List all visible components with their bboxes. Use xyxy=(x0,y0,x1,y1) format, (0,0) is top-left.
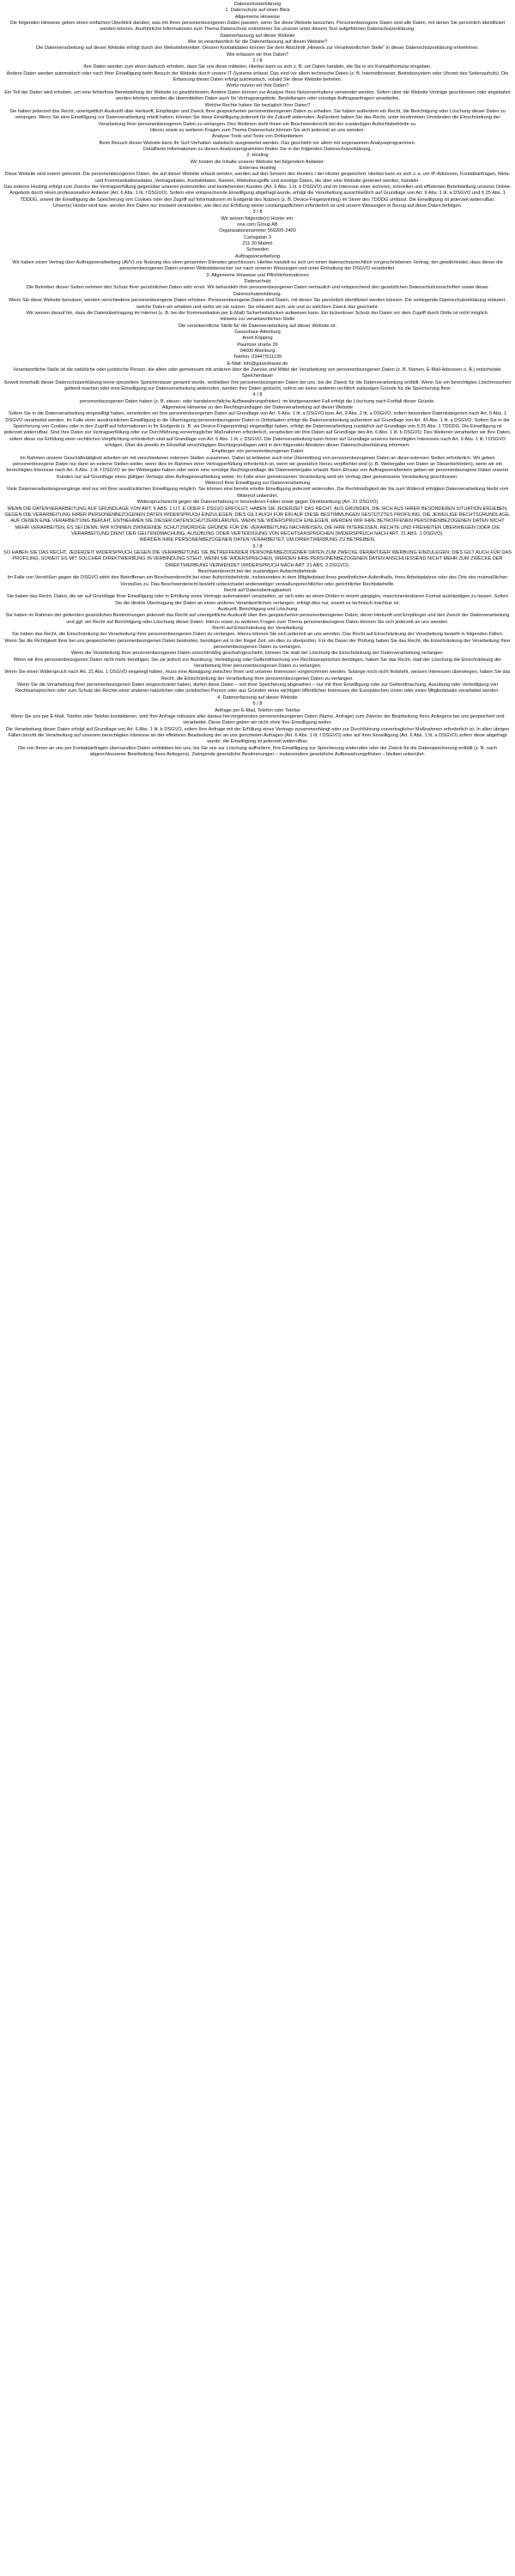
paragraph: Sie haben im Rahmen der geltenden gesetzlichen Bestimmungen jederzeit das Recht auf unentgeltliche Auskunft über Ihre gespeicherten personenbezogenen Daten, deren Herkunft und Empfänger und den Zweck der Datenverarbeitung und ggf. ein Recht auf Berichtigung oder Löschung dieser Daten. Hierzu sowie zu weiteren Fragen zum Thema personenbezogene Daten können Sie sich jederzeit an uns wenden. xyxy=(5,613,510,625)
section-heading: Datenerfassung auf dieser Website xyxy=(220,33,295,39)
section-heading: Auftragsverarbeitung xyxy=(235,253,280,259)
paragraph: Soweit innerhalb dieser Datenschutzerklärung keine speziellere Speicherdauer genannt wurde, verbleiben Ihre personenbezogenen Daten bei uns, bis der Zweck für die Datenverarbeitung entfällt. Wenn Sie ein berechtigtes Löschersuchen geltend machen oder eine Einwilligung zur Datenverarbeitung widerrufen, werden Ihre Daten gelöscht, sofern wir keine anderen rechtlich zulässigen Gründe für die Speicherung Ihrer xyxy=(3,379,512,391)
paragraph: Andere Daten werden automatisch oder nach Ihrer Einwilligung beim Besuch der Website durch unsere IT-Systeme erfasst. Das sind vor allem technische Daten (z. B. Internetbrowser, Betriebssystem oder Uhrzeit des Seitenaufrufs). Die Erfassung dieser Daten erfolgt automatisch, sobald Sie diese Website betreten. xyxy=(6,70,509,83)
page-number: 3 / 8 xyxy=(252,209,263,215)
paragraph: Wenn Sie diese Website benutzen, werden verschiedene personenbezogene Daten erhoben. Personenbezogene Daten sind Daten, mit denen Sie persönlich identifiziert werden können. Die vorliegende Datenschutzerklärung erläutert, welche Daten wir erheben und wofür wir sie nutzen. Sie erläutert auch, wie und zu welchem Zweck das geschieht. xyxy=(8,298,507,310)
paragraph: Hierzu sowie zu weiteren Fragen zum Thema Datenschutz können Sie sich jederzeit an uns wenden. xyxy=(150,127,365,133)
paragraph: Organisationsnummer 559205-2400 xyxy=(219,228,296,234)
section-heading: Anfrage per E-Mail, Telefon oder Telefax xyxy=(215,707,300,713)
section-heading: Datenschutzerklärung xyxy=(233,2,282,7)
section-heading: Welche Rechte haben Sie bezüglich Ihrer Daten? xyxy=(204,102,311,108)
paragraph: one.com Group AB xyxy=(237,222,278,228)
section-heading: Recht auf Datenübertragbarkeit xyxy=(223,587,292,593)
paragraph: Diese Website wird extern gehostet. Die personenbezogenen Daten, die auf dieser Website erfasst werden, werden auf den Servern des Hosters / der Hoster gespeichert. Hierbei kann es sich v. a. um IP-Adressen, Kontaktanfragen, Meta- und Kommunikationsdaten, Vertragsdaten, Kontaktdaten, Namen, Websitezugriffe und sonstige Daten, die über eine Website generiert werden, handeln. xyxy=(4,172,511,184)
paragraph: Wenn Sie uns per E-Mail, Telefon oder Telefax kontaktieren, wird Ihre Anfrage inklusive aller daraus hervorgehenden personenbezogenen Daten (Name, Anfrage) zum Zwecke der Bearbeitung Ihres Anliegens bei uns gespeichert und verarbeitet. Diese Daten geben wir nicht ohne Ihre Einwilligung weiter. xyxy=(10,713,505,726)
paragraph: Viele Datenverarbeitungsvorgänge sind nur mit Ihrer ausdrücklichen Einwilligung möglich. Sie können eine bereits erteilte Einwilligung jederzeit widerrufen. Die Rechtmäßigkeit der bis zum Widerruf erfolgten Datenverarbeitung bleibt vom Widerruf unberührt. xyxy=(6,487,509,499)
paragraph: Anett Köpping xyxy=(242,336,273,342)
paragraph: Sofern Sie in die Datenverarbeitung eingewilligt haben, verarbeiten wir Ihre personenbezogenen Daten auf Grundlage von Art. 6 Abs. 1 lit. a DSGVO bzw. Art. 9 Abs. 2 lit. a DSGVO, sofern besondere Datenkategorien nach Art. 9 Abs. 1 DSGVO verarbeitet werden. Im Falle einer ausdrücklichen Einwilligung in die Übertragung personenbezogener Daten in Drittstaaten erfolgt die Datenverarbeitung außerdem auf Grundlage von Art. 49 Abs. 1 lit. a DSGVO. Sofern Sie in die Speicherung von Cookies oder in den Zugriff auf Informationen in Ihr Endgerät (z. B. via Device-Fingerprinting) eingewilligt haben, erfolgt die Datenverarbeitung zusätzlich auf Grundlage von § 25 Abs. 1 TDDDG. Die Einwilligung ist jederzeit widerrufbar. Sind Ihre Daten zur Vertragserfüllung oder zur Durchführung vorvertraglicher Maßnahmen erforderlich, verarbeiten wir Ihre Daten auf Grundlage des Art. 6 Abs. 1 lit. b DSGVO. Des Weiteren verarbeiten wir Ihre Daten, sofern diese zur Erfüllung einer rechtlichen Verpflichtung erforderlich sind auf Grundlage von Art. 6 Abs. 1 lit. c DSGVO. Die Datenverarbeitung kann ferner auf Grundlage unseres berechtigten Interesses nach Art. 6 Abs. 1 lit. f DSGVO erfolgen. Über die jeweils im Einzelfall einschlägigen Rechtsgrundlagen wird in den folgenden Absätzen dieser Datenschutzerklärung informiert. xyxy=(3,411,512,449)
paragraph: 211 20 Malmö xyxy=(242,241,273,247)
paragraph: Im Falle von Verstößen gegen die DSGVO steht den Betroffenen ein Beschwerderecht bei einer Aufsichtsbehörde, insbesondere in dem Mitgliedstaat ihres gewöhnlichen Aufenthalts, ihres Arbeitsplatzes oder des Orts des mutmaßlichen Verstoßes zu. Das Beschwerderecht besteht unbeschadet anderweitiger verwaltungsrechtlicher oder gerichtlicher Rechtsbehelfe. xyxy=(7,575,508,587)
paragraph: personenbezogenen Daten haben (z. B. steuer- oder handelsrechtliche Aufbewahrungsfristen); im letztgenannten Fall erfolgt die Löschung nach Fortfall dieser Gründe. xyxy=(80,398,435,404)
paragraph: Pauritzer straße 39 xyxy=(237,342,278,348)
paragraph: Telefon: 03447/511139 xyxy=(233,355,282,361)
paragraph: Sie haben das Recht, die Einschränkung der Verarbeitung Ihrer personenbezogenen Daten zu verlangen. Hierzu können Sie sich jederzeit an uns wenden. Das Recht auf Einschränkung der Verarbeitung besteht in folgenden Fällen: xyxy=(11,632,504,638)
paragraph: Ihre Daten werden zum einen dadurch erhoben, dass Sie uns diese mitteilen. Hierbei kann es sich z. B. um Daten handeln, die Sie in ein Kontaktformular eingeben. xyxy=(83,64,432,70)
section-heading: Wer ist verantwortlich für die Datenerfassung auf dieser Website? xyxy=(187,39,328,45)
paragraph: Die Datenverarbeitung auf dieser Website erfolgt durch den Websitebetreiber. Dessen Kontaktdaten können Sie dem Abschnitt „Hinweis zur Verantwortlichen Stelle“ in dieser Datenschutzerklärung entnehmen. xyxy=(36,45,479,52)
section-heading: Auskunft, Berichtigung und Löschung xyxy=(217,607,298,612)
page-number: 5 / 8 xyxy=(252,543,263,549)
paragraph: Wenn wir Ihre personenbezogenen Daten nicht mehr benötigen, Sie sie jedoch zur Ausübung, Verteidigung oder Geltendmachung von Rechtsansprüchen benötigen, haben Sie das Recht, statt der Löschung die Einschränkung der Verarbeitung Ihrer personenbezogenen Daten zu verlangen. xyxy=(13,657,502,670)
section-heading: 2. Hosting xyxy=(246,153,269,159)
paragraph: Wir hosten die Inhalte unserer Website bei folgendem Anbieter: xyxy=(190,159,325,165)
section-heading: Allgemeine Hinweise xyxy=(235,14,280,20)
section-heading: Analyse-Tools und Tools von Drittanbietern xyxy=(212,134,303,140)
section-heading: Hinweis zur verantwortlichen Stelle xyxy=(220,317,295,323)
paragraph: Die Verarbeitung dieser Daten erfolgt auf Grundlage von Art. 6 Abs. 1 lit. b DSGVO, sofern Ihre Anfrage mit der Erfüllung eines Vertrags zusammenhängt oder zur Durchführung vorvertraglicher Maßnahmen erforderlich ist. In allen übrigen Fällen beruht die Verarbeitung auf unserem berechtigten Interesse an der effektiven Bearbeitung der an uns gerichteten Anfragen (Art. 6 Abs. 1 lit. f DSGVO) oder auf Ihrer Einwilligung (Art. 6 Abs. 1 lit. a DSGVO) sofern diese abgefragt wurde; die Einwilligung ist jederzeit widerrufbar. xyxy=(5,726,510,745)
paragraph: Unser(e) Hoster wird bzw. werden Ihre Daten nur insoweit verarbeiten, wie dies zur Erfüllung seiner Leistungspflichten erforderlich ist und unsere Weisungen in Bezug auf diese Daten befolgen. xyxy=(52,203,463,209)
section-heading: Speicherdauer xyxy=(241,373,274,379)
paragraph: Wenn Sie die Verarbeitung Ihrer personenbezogenen Daten eingeschränkt haben, dürfen diese Daten – von ihrer Speicherung abgesehen – nur mit Ihrer Einwilligung oder zur Geltendmachung, Ausübung oder Verteidigung von Rechtsansprüchen oder zum Schutz der Rechte einer anderen natürlichen oder juristischen Person oder aus Gründen eines wichtigen öffentlichen Interesses der Europäischen Union oder eines Mitgliedstaats verarbeitet werden. xyxy=(15,682,500,694)
paragraph: Carlsgatan 3 xyxy=(244,234,271,240)
paragraph: Im Rahmen unserer Geschäftstätigkeit arbeiten wir mit verschiedenen externen Stellen zusammen. Dabei ist teilweise auch eine Übermittlung von personenbezogenen Daten an diese externen Stellen erforderlich. Wir geben personenbezogene Daten nur dann an externe Stellen weiter, wenn dies im Rahmen einer Vertragserfüllung erforderlich ist, wenn wir gesetzlich hierzu verpflichtet sind (z. B. Weitergabe von Daten an Steuerbehörden), wenn wir ein berechtigtes Interesse nach Art. 6 Abs. 1 lit. f DSGVO an der Weitergabe haben oder wenn eine sonstige Rechtsgrundlage die Datenweitergabe erlaubt. Beim Einsatz von Auftragsverarbeitern geben wir personenbezogene Daten unserer Kunden nur auf Grundlage eines gültigen Vertrags über Auftragsverarbeitung weiter. Im Falle einer gemeinsamen Verarbeitung wird ein Vertrag über gemeinsame Verarbeitung geschlossen. xyxy=(6,455,509,480)
section-heading: Wofür nutzen wir Ihre Daten? xyxy=(226,83,289,89)
section-heading: Externes Hosting xyxy=(239,165,276,171)
paragraph: Wir setzen folgende(n) Hoster ein: xyxy=(221,215,294,221)
paragraph: Verantwortliche Stelle ist die natürliche oder juristische Person, die allein oder gemeinsam mit anderen über die Zwecke und Mittel der Verarbeitung von personenbezogenen Daten (z. B. Namen, E-Mail-Adressen o. Ä.) entscheidet. xyxy=(13,367,502,373)
page-number: 2 / 8 xyxy=(252,58,263,64)
section-heading: 3. Allgemeine Hinweise und Pflichtinformationen xyxy=(206,272,309,278)
paragraph: Die folgenden Hinweise geben einen einfachen Überblick darüber, was mit Ihren personenbezogenen Daten passiert, wenn Sie diese Website besuchen. Personenbezogene Daten sind alle Daten, mit denen Sie persönlich identifiziert werden können. Ausführliche Informationen zum Thema Datenschutz entnehmen Sie unserer unter diesem Text aufgeführten Datenschutzerklärung. xyxy=(9,21,506,33)
paragraph: E-Mail: info@gasenhauer.de xyxy=(227,361,288,367)
paragraph: Ein Teil der Daten wird erhoben, um eine fehlerfreie Bereitstellung der Website zu gewährleisten. Andere Daten können zur Analyse Ihres Nutzerverhaltens verwendet werden. Sofern über die Website Verträge geschlossen oder angebahnt werden können, werden die übermittelten Daten auch für Vertragsangebote, Bestellungen oder sonstige Auftragsanfragen verarbeitet. xyxy=(4,89,511,102)
section-heading: Recht auf Einschränkung der Verarbeitung xyxy=(212,626,303,632)
paragraph: Sie haben das Recht, Daten, die wir auf Grundlage Ihrer Einwilligung oder in Erfüllung eines Vertrags automatisiert verarbeiten, an sich oder an einen Dritten in einem gängigen, maschinenlesbaren Format aushändigen zu lassen. Sofern Sie die direkte Übertragung der Daten an einen anderen Verantwortlichen verlangen, erfolgt dies nur, soweit es technisch machbar ist. xyxy=(6,594,509,606)
uppercase-paragraph: WERDEN IHRE PERSONENBEZOGENEN DATEN VERARBEITET, UM DIREKTWERBUNG ZU BETREIBEN, xyxy=(139,537,376,543)
page-number: 6 / 8 xyxy=(252,701,263,707)
section-heading: Beschwerderecht bei der zuständigen Aufsichtsbehörde xyxy=(197,568,318,574)
paragraph: Wenn Sie die Richtigkeit Ihrer bei uns gespeicherten personenbezogenen Daten bestreiten, benötigen wir in der Regel Zeit, um dies zu überprüfen. Für die Dauer der Prüfung haben Sie das Recht, die Einschränkung der Verarbeitung Ihrer personenbezogenen Daten zu verlangen. xyxy=(4,638,511,651)
paragraph: Detaillierte Informationen zu diesen Analyseprogrammen finden Sie in der folgenden Datenschutzerklärung. xyxy=(142,146,373,152)
section-heading: Datenschutz xyxy=(244,279,271,285)
section-heading: 4. Datenerfassung auf dieser Website xyxy=(217,694,298,700)
privacy-policy-document xyxy=(0,0,515,758)
paragraph: Das externe Hosting erfolgt zum Zwecke der Vertragserfüllung gegenüber unseren potenziellen und bestehenden Kunden (Art. 6 Abs. 1 lit. b DSGVO) und im Interesse einer sicheren, schnellen und effizienten Bereitstellung unseres Online-Angebots durch einen professionellen Anbieter (Art. 6 Abs. 1 lit. f DSGVO). Sofern eine entsprechende Einwilligung abgefragt wurde, erfolgt die Verarbeitung ausschließlich auf Grundlage von Art. 6 Abs. 1 lit. a DSGVO und § 25 Abs. 1 TDDDG, soweit die Einwilligung die Speicherung von Cookies oder den Zugriff auf Informationen im Endgerät des Nutzers (z. B. Device-Fingerprinting) im Sinne des TDDDG umfasst. Die Einwilligung ist jederzeit widerrufbar. xyxy=(3,184,512,203)
paragraph: Die von Ihnen an uns per Kontaktanfragen übersandten Daten verbleiben bei uns, bis Sie uns zur Löschung auffordern, Ihre Einwilligung zur Speicherung widerrufen oder der Zweck für die Datenspeicherung entfällt (z. B. nach abgeschlossener Bearbeitung Ihres Anliegens). Zwingende gesetzliche Bestimmungen – insbesondere gesetzliche Aufbewahrungsfristen – bleiben unberührt. xyxy=(17,745,498,757)
paragraph: Gasoohaur-Altenburg xyxy=(234,329,281,335)
paragraph: 04600 Altenburg xyxy=(239,348,276,354)
page-number: 4 / 8 xyxy=(252,392,263,398)
paragraph: Wenn Sie einen Widerspruch nach Art. 21 Abs. 1 DSGVO eingelegt haben, muss eine Abwägung zwischen Ihren und unseren Interessen vorgenommen werden. Solange noch nicht feststeht, wessen Interessen überwiegen, haben Sie das Recht, die Einschränkung der Verarbeitung Ihrer personenbezogenen Daten zu verlangen. xyxy=(4,670,511,682)
section-heading: Widerruf Ihrer Einwilligung zur Datenverarbeitung xyxy=(204,481,311,487)
paragraph: Wir weisen darauf hin, dass die Datenübertragung im Internet (z. B. bei der Kommunikation per E-Mail) Sicherheitslücken aufweisen kann. Ein lückenloser Schutz der Daten vor dem Zugriff durch Dritte ist nicht möglich. xyxy=(26,310,489,316)
uppercase-paragraph: WENN DIE DATENVERARBEITUNG AUF GRUNDLAGE VON ART. 6 ABS. 1 LIT. E ODER F DSGVO ERFOLGT, HABEN SIE JEDERZEIT DAS RECHT, AUS GRÜNDEN, DIE SICH AUS IHRER BESONDEREN SITUATION ERGEBEN, GEGEN DIE VERARBEITUNG IHRER PERSONENBEZOGENEN DATEN WIDERSPRUCH EINZULEGEN; DIES GILT AUCH FÜR EIN AUF DIESE BESTIMMUNGEN GESTÜTZTES PROFILING. DIE JEWEILIGE RECHTSGRUNDLAGE, AUF DENEN EINE VERARBEITUNG BERUHT, ENTNEHMEN SIE DIESER DATENSCHUTZERKLÄRUNG. WENN SIE WIDERSPRUCH EINLEGEN, WERDEN WIR IHRE BETROFFENEN PERSONENBEZOGENEN DATEN NICHT MEHR VERARBEITEN, ES SEI DENN, WIR KÖNNEN ZWINGENDE SCHUTZWÜRDIGE GRÜNDE FÜR DIE VERARBEITUNG NACHWEISEN, DIE IHRE INTERESSEN, RECHTE UND FREIHEITEN ÜBERWIEGEN ODER DIE VERARBEITUNG DIENT DER GELTENDMACHUNG, AUSÜBUNG ODER VERTEIDIGUNG VON RECHTSANSPRÜCHEN (WIDERSPRUCH NACH ART. 21 ABS. 1 DSGVO). xyxy=(4,506,511,536)
paragraph: Schweden xyxy=(245,247,270,253)
section-heading: 1. Datenschutz auf einen Blick xyxy=(225,8,290,14)
section-heading: Allgemeine Hinweise zu den Rechtsgrundlagen der Datenverarbeitung auf dieser Website xyxy=(161,405,354,410)
section-heading: Widerspruchsrecht gegen die Datenerhebung in besonderen Fällen sowie gegen Direktwerbung (Art. 21 DSGVO) xyxy=(136,500,379,506)
paragraph: Sie haben jederzeit das Recht, unentgeltlich Auskunft über Herkunft, Empfänger und Zweck Ihrer gespeicherten personenbezogenen Daten zu erhalten. Sie haben außerdem ein Recht, die Berichtigung oder Löschung dieser Daten zu verlangen. Wenn Sie eine Einwilligung zur Datenverarbeitung erteilt haben, können Sie diese Einwilligung jederzeit für die Zukunft widerrufen. Außerdem haben Sie das Recht, unter bestimmten Umständen die Einschränkung der Verarbeitung Ihrer personenbezogenen Daten zu verlangen. Des Weiteren steht Ihnen ein Beschwerderecht bei der zuständigen Aufsichtsbehörde zu. xyxy=(9,108,506,127)
paragraph: Beim Besuch dieser Website kann Ihr Surf-Verhalten statistisch ausgewertet werden. Das geschieht vor allem mit sogenannten Analyseprogrammen. xyxy=(99,140,416,146)
paragraph: Die Betreiber dieser Seiten nehmen den Schutz Ihrer persönlichen Daten sehr ernst. Wir behandeln Ihre personenbezogenen Daten vertraulich und entsprechend den gesetzlichen Datenschutzvorschriften sowie dieser Datenschutzerklärung. xyxy=(26,285,489,297)
paragraph: Wir haben einen Vertrag über Auftragsverarbeitung (AVV) zur Nutzung des oben genannten Dienstes geschlossen. Hierbei handelt es sich um einen datenschutzrechtlich vorgeschriebenen Vertrag, der gewährleistet, dass dieser die personenbezogenen Daten unserer Websitebesucher nur nach unseren Weisungen und unter Einhaltung der DSGVO verarbeitet. xyxy=(12,260,503,272)
uppercase-paragraph: SO HABEN SIE DAS RECHT, JEDERZEIT WIDERSPRUCH GEGEN DIE VERARBEITUNG SIE BETREFFENDER PERSONENBEZOGENER DATEN ZUM ZWECKE DERARTIGER WERBUNG EINZULEGEN; DIES GILT AUCH FÜR DAS PROFILING, SOWEIT ES MIT SOLCHER DIREKTWERBUNG IN VERBINDUNG STEHT. WENN SIE WIDERSPRECHEN, WERDEN IHRE PERSONENBEZOGENEN DATEN ANSCHLIESSEND NICHT MEHR ZUM ZWECKE DER DIREKTWERBUNG VERWENDET (WIDERSPRUCH NACH ART. 21 ABS. 2 DSGVO). xyxy=(3,549,512,568)
paragraph: Die verantwortliche Stelle für die Datenverarbeitung auf dieser Website ist: xyxy=(178,323,337,329)
section-heading: Empfänger von personenbezogenen Daten xyxy=(211,449,304,455)
paragraph: Wenn die Verarbeitung Ihrer personenbezogenen Daten unrechtmäßig geschah/geschieht, können Sie statt der Löschung die Einschränkung der Datenverarbeitung verlangen. xyxy=(70,651,444,657)
section-heading: Wie erfassen wir Ihre Daten? xyxy=(226,52,289,58)
